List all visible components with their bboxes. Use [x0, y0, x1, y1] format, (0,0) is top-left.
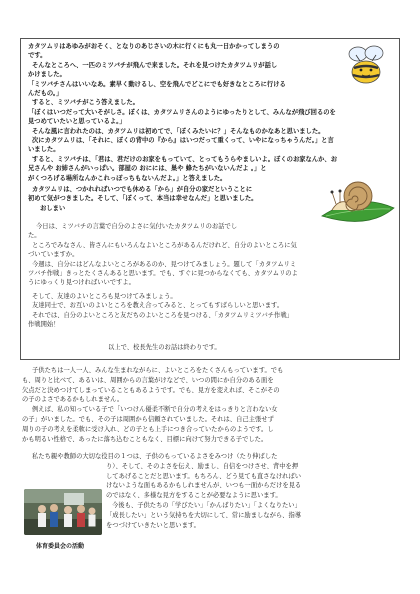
- body-text-line: の子」がいました。でも、その子は周囲から信頼されていました。それは、自己主張せず: [22, 416, 274, 423]
- story-part1-line: かけました。: [28, 71, 66, 79]
- snail-on-leaf-illustration: [318, 172, 398, 228]
- body-text-line: 例えば、私の知っている子で「いつけん優柔不断で自分の考えをはっきりと言わない女: [32, 406, 278, 414]
- story-part2-line: おしまい: [40, 204, 66, 212]
- body-text-line: も、周りと比べて、あるいは、周囲からの言葉がけなどで、いつの間にか自分のある面を: [22, 376, 274, 384]
- body-text-line: 欠点だと決めつけてしまっていることもあるようです。でも、見方を変えれば、そこがその: [22, 386, 280, 394]
- body-text-line: 「成長したい」という気持ちを大切にして、常に励ましながら、指導: [106, 511, 302, 519]
- principal-talk-line: そして、友達のよいところも見つけてみましょう。: [32, 293, 177, 300]
- committee-photo: [24, 489, 102, 535]
- bee-illustration: [342, 40, 392, 90]
- body-text-line: 周りの子の考えを柔軟に受け入れ、どの子とも上手につき合っていたからのようです。し: [22, 425, 274, 433]
- closing-line: 以上で、校長先生のお話は終わりです。: [108, 344, 221, 351]
- story-part1-line: がくつろげる場所なんかこれっぽっちもないんだよ。」と答えました。: [28, 174, 227, 182]
- story-part1-line: すると、ミツバチがこう答えました。: [32, 99, 139, 107]
- principal-talk-line: 今週は、自分にはどんなよいところがあるのか、見つけてみましょう。題して「カタツムリミ: [32, 260, 297, 268]
- story-part1-line: です。: [28, 52, 47, 60]
- story-part2-line: 初めて気がつきました。そして、「ぼくって、本当は幸せなんだ」と思いました。: [28, 195, 258, 203]
- principal-talk-line: うにゆっくり見つければいいですよ。: [28, 279, 135, 287]
- body-text-line: り）、そして、そのよさを伝え、励まし、自信をつけさせ、背中を押: [106, 462, 299, 470]
- body-text-line: 私たち親や教師の大切な役目の１つは、子供のもっているよさをみつけ（たり伸ばした: [32, 453, 278, 460]
- body-text-line: してあげることだと思います。もちろん、どう見ても直さなければい: [106, 472, 302, 480]
- body-text-line: 子供たちは一人一人、みんな生まれながらに、よいところをたくさんもっています。でも: [32, 367, 284, 374]
- principal-talk-line: ところでみなさん、皆さんにもいろんなよいところがあるんだけれど、自分のよいところに気: [32, 241, 297, 249]
- body-text-line: 今後も、子供たちの「学びたい」「かんばりたい」「よくなりたい」: [112, 502, 301, 509]
- body-text-line: のではなく、多様な見方をすることが必要なように思います。: [106, 492, 282, 500]
- principal-talk-line: 今日は、ミツバチの言葉で自分のよさに気付いたカタツムリのお話でし: [36, 223, 238, 230]
- story-part1-line: カタツムリはあゆみがおそく、となりのあじさいの木に行くにも丸一日かかってしまうの: [28, 43, 280, 50]
- principal-talk-line: た。: [28, 232, 41, 240]
- photo-caption: 体育委員会の活動: [36, 543, 85, 550]
- story-part2-line: カタツムリは、つかれればいつでも休める「から」が自分の家だということに: [32, 186, 253, 193]
- principal-talk-line: それでは、自分のよいところと友だちのよいところを見つける、「カタツムリミツバチ作戦」: [32, 311, 293, 319]
- story-part1-line: 「ミツバチさんはいいなあ。素早く動けるし、空を飛んでどこにでも好きなところに行ける: [28, 80, 286, 88]
- body-text-line: をつづけていきたいと思います。: [106, 521, 200, 529]
- story-part1-line: すると、ミツバチは、「君は、君だけのお家をもっていて、とってもうらやましいよ。ぼくのお家なんか、お: [32, 155, 338, 163]
- story-part1-line: んだもの。」: [28, 90, 63, 97]
- story-part1-line: そんなところへ、一匹のミツバチが飛んで来ました。それを見つけたカタツムリが話し: [32, 61, 278, 69]
- principal-talk-line: 友達同士で、お互いのよいところを教え合ってみると、とってもすばらしいと思います。: [32, 302, 284, 310]
- principal-talk-line: 作戦開始！: [28, 321, 60, 329]
- body-text-line: けないような面もあるかもしれませんが、いつも一面からだけを見る: [106, 482, 302, 490]
- body-text-line: かも明るい性格で、あったに落ち込むこともなく、目標に向けて努力できる子でした。: [22, 435, 268, 443]
- story-part1-line: 見つめていたいと思っているよ。」: [28, 118, 126, 126]
- principal-talk-line: づいていますか。: [28, 251, 79, 259]
- story-part1-line: 次にカタツムリは、「それに、ぼくの背中の『から』はいつだって重くって、いやになっちゃうんだ。」と言: [32, 137, 334, 144]
- principal-talk-line: ツバチ作戦」きっとたくさんあると思います。でも、すぐに見つからなくても、カタツムリのよ: [28, 270, 298, 277]
- body-text-line: の子のよさであるかもしれません。: [22, 396, 124, 404]
- story-part1-line: 兄さんや お姉さんがいっぱい。部屋の おにには、巣や 蜂たちがいないんだよ 。」と: [28, 165, 267, 173]
- story-part1-line: 「ぼくはいつだって大いそがしさ。ぼくは、カタツムリさんのようにゆったりとして、みんなが飛び回るのを: [28, 108, 336, 116]
- story-part1-line: いました。: [28, 146, 60, 154]
- story-part1-line: そんな風に言われたのは、カタツムリは初めてで、「ぼくみたいに？」そんなものかなあと思いました。: [32, 127, 325, 135]
